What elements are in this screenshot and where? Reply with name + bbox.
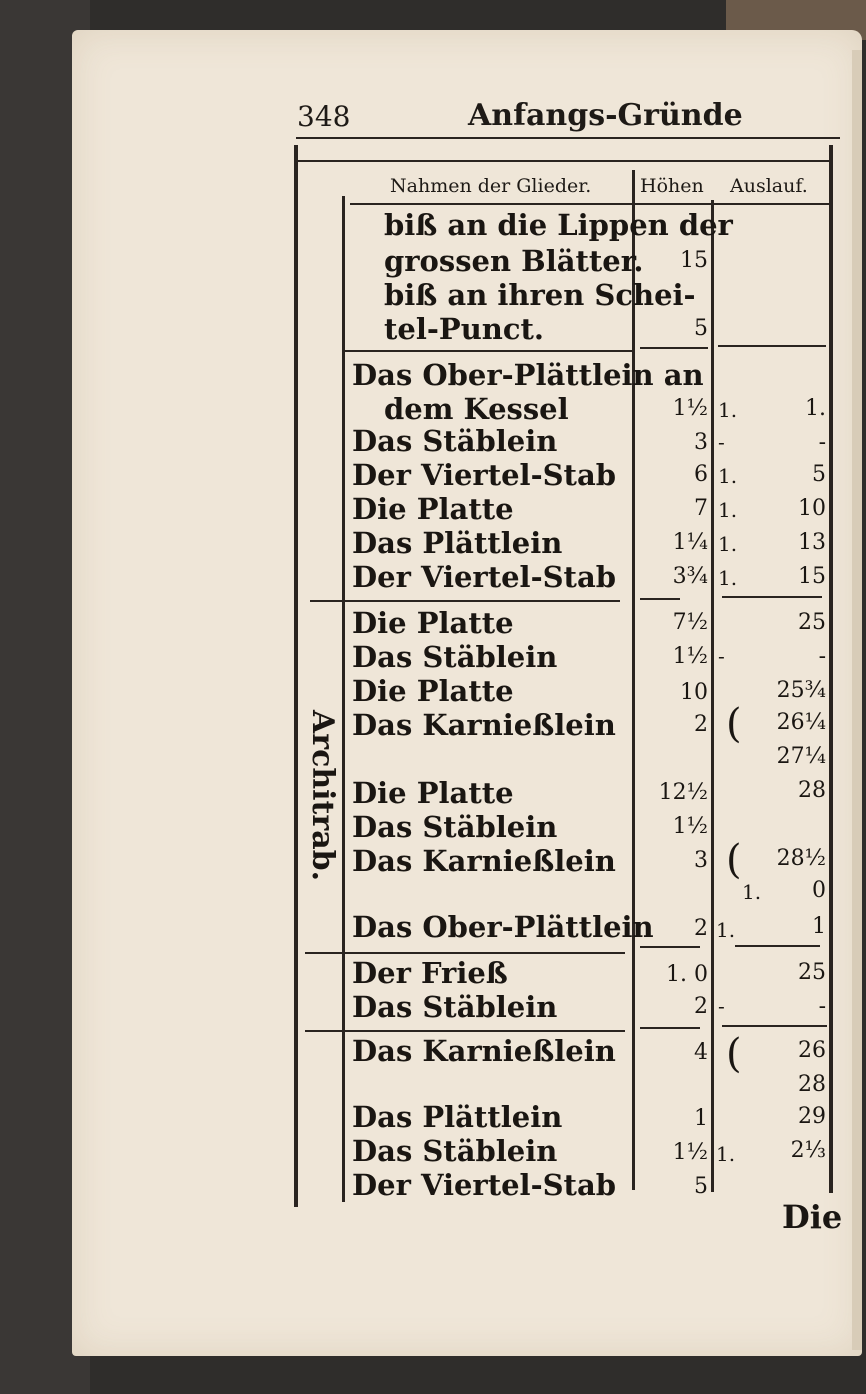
height-value: 4: [694, 1040, 708, 1065]
height-value: 15: [680, 248, 708, 273]
height-value: 7½: [672, 610, 708, 635]
height-value: 5: [694, 1174, 708, 1199]
member-name: Das Stäblein: [352, 990, 558, 1024]
catchword: Die: [782, 1198, 843, 1236]
projection-value: 29: [798, 1104, 826, 1129]
member-name: Der Frieß: [352, 956, 508, 990]
height-value: 10: [680, 680, 708, 705]
height-value: 3: [694, 848, 708, 873]
height-value: 1½: [672, 1140, 708, 1165]
member-name: Die Platte: [352, 776, 514, 810]
projection-value: 25: [798, 960, 826, 985]
row-rule: [640, 598, 680, 600]
projection-value: -: [818, 994, 826, 1019]
projection-value: 15: [798, 564, 826, 589]
section-label: Architrab.: [305, 710, 340, 882]
projection-whole: 1.: [716, 918, 736, 942]
height-value: 12½: [658, 780, 708, 805]
projection-value: 27¼: [776, 744, 826, 769]
projection-whole: -: [718, 644, 725, 668]
page-edge: [852, 50, 862, 1350]
column-header-projection: Auslauf.: [730, 175, 808, 197]
running-title: Anfangs-Gründe: [468, 98, 743, 133]
row-rule: [722, 596, 822, 598]
member-name: Das Ober-Plättlein an: [352, 358, 704, 392]
page-number: 348: [297, 100, 351, 133]
height-value: 1¼: [672, 530, 708, 555]
height-value: 6: [694, 462, 708, 487]
column-header-name: Nahmen der Glieder.: [390, 175, 592, 197]
brace-bracket: (: [726, 837, 742, 883]
member-name: biß an ihren Schei-: [384, 278, 696, 312]
row-rule: [305, 952, 625, 954]
brace-bracket: (: [726, 1031, 742, 1077]
row-rule: [640, 946, 700, 948]
projection-value: 26¼: [776, 710, 826, 735]
projection-whole: -: [718, 430, 725, 454]
projection-value: 1: [812, 914, 826, 939]
section-divider: [342, 196, 345, 1202]
column-header-rule: [350, 203, 830, 205]
row-rule: [345, 350, 632, 352]
projection-whole: 1.: [718, 532, 738, 556]
member-name: tel-Punct.: [384, 312, 545, 346]
member-name: Das Karnießlein: [352, 844, 616, 878]
projection-value: 26: [798, 1038, 826, 1063]
member-name: grossen Blätter.: [384, 244, 644, 278]
projection-value: 13: [798, 530, 826, 555]
height-value: 7: [694, 496, 708, 521]
height-value: 1. 0: [666, 962, 708, 987]
row-rule: [735, 945, 820, 947]
member-name: Das Stäblein: [352, 810, 558, 844]
column-header-heights: Höhen: [640, 175, 704, 197]
projection-whole: 1.: [718, 498, 738, 522]
height-value: 1½: [672, 396, 708, 421]
row-rule: [640, 347, 708, 349]
projection-value: 5: [812, 462, 826, 487]
member-name: Das Plättlein: [352, 1100, 563, 1134]
projection-value: 28½: [776, 846, 826, 871]
member-name: Die Platte: [352, 606, 514, 640]
projection-value: 2⅓: [790, 1138, 826, 1163]
row-rule: [718, 345, 826, 347]
table-left-border: [294, 145, 298, 1207]
height-value: 2: [694, 712, 708, 737]
height-value: 2: [694, 994, 708, 1019]
projection-whole: 1.: [718, 398, 738, 422]
member-name: Das Stäblein: [352, 640, 558, 674]
member-name: Das Plättlein: [352, 526, 563, 560]
member-name: Die Platte: [352, 674, 514, 708]
name-column-divider: [632, 170, 635, 1190]
member-name: dem Kessel: [384, 392, 569, 426]
member-name: Der Viertel-Stab: [352, 1168, 617, 1202]
projection-value: -: [818, 644, 826, 669]
height-value: 1½: [672, 644, 708, 669]
member-name: biß an die Lippen der: [384, 208, 733, 242]
height-value: 5: [694, 316, 708, 341]
projection-value: 0: [812, 878, 826, 903]
projection-value: -: [818, 430, 826, 455]
projection-whole: 1.: [742, 880, 762, 904]
projection-whole: 1.: [718, 464, 738, 488]
height-value: 1½: [672, 814, 708, 839]
row-rule: [722, 1025, 827, 1027]
member-name: Das Karnießlein: [352, 708, 616, 742]
row-rule: [310, 600, 620, 602]
height-column-divider: [711, 200, 714, 1192]
member-name: Das Stäblein: [352, 424, 558, 458]
height-value: 3¾: [672, 564, 708, 589]
height-value: 3: [694, 430, 708, 455]
projection-value: 28: [798, 778, 826, 803]
table-right-border: [829, 145, 833, 1193]
projection-value: 25: [798, 610, 826, 635]
header-rule: [296, 137, 840, 139]
row-rule: [305, 1030, 625, 1032]
projection-value: 25¾: [776, 678, 826, 703]
member-name: Der Viertel-Stab: [352, 560, 617, 594]
height-value: 2: [694, 916, 708, 941]
height-value: 1: [694, 1106, 708, 1131]
member-name: Das Stäblein: [352, 1134, 558, 1168]
brace-bracket: (: [726, 701, 742, 747]
projection-value: 28: [798, 1072, 826, 1097]
member-name: Das Karnießlein: [352, 1034, 616, 1068]
projection-whole: -: [718, 994, 725, 1018]
projection-whole: 1.: [716, 1142, 736, 1166]
projection-value: 10: [798, 496, 826, 521]
member-name: Die Platte: [352, 492, 514, 526]
projection-value: 1.: [805, 396, 826, 421]
projection-whole: 1.: [718, 566, 738, 590]
member-name: Das Ober-Plättlein: [352, 910, 654, 944]
table-top-rule: [296, 160, 831, 162]
row-rule: [640, 1027, 700, 1029]
member-name: Der Viertel-Stab: [352, 458, 617, 492]
